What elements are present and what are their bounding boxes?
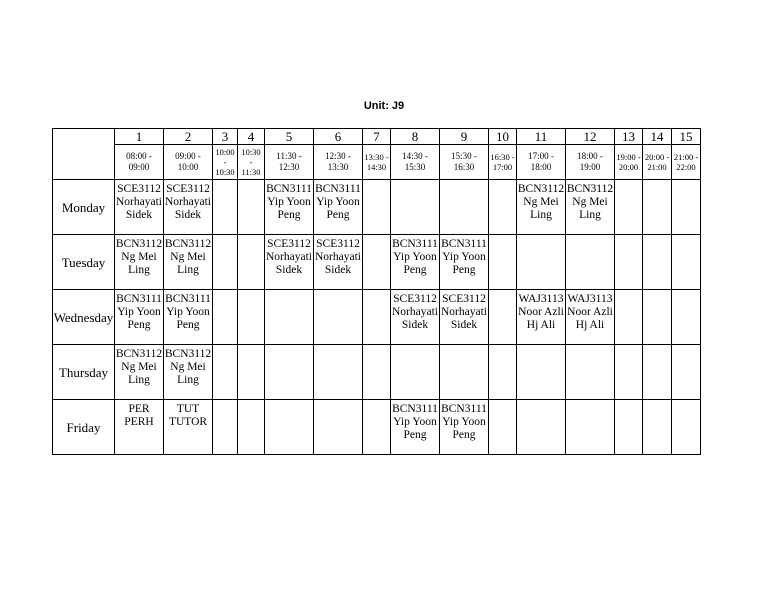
period-time: 09:00 - 10:00: [164, 145, 213, 180]
class-cell: SCE3112 Norhayati Sidek: [391, 290, 440, 345]
class-cell: [314, 400, 363, 455]
class-cell: [489, 400, 517, 455]
class-cell: [615, 400, 643, 455]
period-time-row: [53, 145, 701, 180]
class-cell: [213, 290, 238, 345]
class-cell: [643, 345, 672, 400]
class-cell: [672, 400, 701, 455]
class-cell: BCN3112 Ng Mei Ling: [517, 180, 566, 235]
class-cell: BCN3111 Yip Yoon Peng: [440, 235, 489, 290]
class-cell: [489, 345, 517, 400]
class-cell: BCN3112 Ng Mei Ling: [115, 345, 164, 400]
page-title: Unit: J9: [363, 100, 405, 112]
period-time: 15:30 - 16:30: [440, 145, 489, 180]
class-cell: [643, 235, 672, 290]
class-cell: BCN3112 Ng Mei Ling: [566, 180, 615, 235]
class-cell: [238, 235, 265, 290]
period-number: 13: [615, 129, 643, 145]
period-number: 2: [164, 129, 213, 145]
class-cell: [643, 180, 672, 235]
class-cell: [672, 290, 701, 345]
period-time: 21:00 - 22:00: [672, 145, 701, 180]
class-cell: BCN3111 Yip Yoon Peng: [391, 400, 440, 455]
class-cell: SCE3112 Norhayati Sidek: [115, 180, 164, 235]
class-cell: BCN3111 Yip Yoon Peng: [314, 180, 363, 235]
period-number: 1: [115, 129, 164, 145]
class-cell: BCN3111 Yip Yoon Peng: [164, 290, 213, 345]
period-number: 11: [517, 129, 566, 145]
day-name: Thursday: [53, 345, 115, 400]
class-cell: [440, 180, 489, 235]
day-row-wednesday: [53, 290, 701, 345]
period-time: 14:30 - 15:30: [391, 145, 440, 180]
class-cell: [615, 290, 643, 345]
period-time: 08:00 - 09:00: [115, 145, 164, 180]
period-number: 14: [643, 129, 672, 145]
class-cell: [672, 180, 701, 235]
period-number: 15: [672, 129, 701, 145]
class-cell: [391, 180, 440, 235]
period-number: 12: [566, 129, 615, 145]
class-cell: PER PERH: [115, 400, 164, 455]
period-number: 4: [238, 129, 265, 145]
class-cell: BCN3112 Ng Mei Ling: [164, 345, 213, 400]
period-time: 10:30 - 11:30: [238, 145, 265, 180]
day-row-friday: [53, 400, 701, 455]
class-cell: [615, 345, 643, 400]
class-cell: [489, 290, 517, 345]
class-cell: [363, 345, 391, 400]
class-cell: [566, 400, 615, 455]
class-cell: SCE3112 Norhayati Sidek: [265, 235, 314, 290]
class-cell: [363, 180, 391, 235]
class-cell: BCN3111 Yip Yoon Peng: [265, 180, 314, 235]
class-cell: [238, 290, 265, 345]
day-name: Friday: [53, 400, 115, 455]
period-time: 17:00 - 18:00: [517, 145, 566, 180]
class-cell: [517, 345, 566, 400]
corner-cell: [53, 129, 115, 180]
period-time: 13:30 - 14:30: [363, 145, 391, 180]
class-cell: [672, 235, 701, 290]
class-cell: BCN3111 Yip Yoon Peng: [440, 400, 489, 455]
class-cell: [238, 180, 265, 235]
class-cell: [213, 235, 238, 290]
timetable: [52, 128, 701, 455]
class-cell: WAJ3113 Noor Azli Hj Ali: [566, 290, 615, 345]
day-name: Wednesday: [53, 290, 115, 345]
class-cell: [489, 180, 517, 235]
class-cell: [391, 345, 440, 400]
class-cell: [615, 180, 643, 235]
class-cell: [213, 180, 238, 235]
class-cell: [643, 400, 672, 455]
class-cell: SCE3112 Norhayati Sidek: [314, 235, 363, 290]
period-number: 7: [363, 129, 391, 145]
period-number: 10: [489, 129, 517, 145]
period-time: 18:00 - 19:00: [566, 145, 615, 180]
period-time: 16:30 - 17:00: [489, 145, 517, 180]
class-cell: [517, 235, 566, 290]
class-cell: BCN3111 Yip Yoon Peng: [391, 235, 440, 290]
period-number: 9: [440, 129, 489, 145]
class-cell: SCE3112 Norhayati Sidek: [440, 290, 489, 345]
class-cell: [363, 235, 391, 290]
class-cell: [517, 400, 566, 455]
class-cell: [363, 400, 391, 455]
class-cell: [314, 290, 363, 345]
day-row-tuesday: [53, 235, 701, 290]
period-number: 6: [314, 129, 363, 145]
class-cell: [265, 345, 314, 400]
class-cell: [213, 400, 238, 455]
class-cell: [363, 290, 391, 345]
class-cell: [566, 345, 615, 400]
period-time: 10:00 - 10:30: [213, 145, 238, 180]
class-cell: [238, 345, 265, 400]
day-row-monday: [53, 180, 701, 235]
class-cell: [238, 400, 265, 455]
period-number: 5: [265, 129, 314, 145]
class-cell: [643, 290, 672, 345]
period-number: 8: [391, 129, 440, 145]
class-cell: SCE3112 Norhayati Sidek: [164, 180, 213, 235]
class-cell: [265, 400, 314, 455]
class-cell: BCN3111 Yip Yoon Peng: [115, 290, 164, 345]
class-cell: [672, 345, 701, 400]
day-name: Tuesday: [53, 235, 115, 290]
period-number: 3: [213, 129, 238, 145]
class-cell: [265, 290, 314, 345]
class-cell: WAJ3113 Noor Azli Hj Ali: [517, 290, 566, 345]
day-name: Monday: [53, 180, 115, 235]
class-cell: [566, 235, 615, 290]
period-time: 19:00 - 20:00: [615, 145, 643, 180]
class-cell: [489, 235, 517, 290]
class-cell: TUT TUTOR: [164, 400, 213, 455]
period-time: 20:00 - 21:00: [643, 145, 672, 180]
class-cell: [440, 345, 489, 400]
period-number-row: [53, 129, 701, 145]
class-cell: [213, 345, 238, 400]
day-row-thursday: [53, 345, 701, 400]
class-cell: BCN3112 Ng Mei Ling: [115, 235, 164, 290]
class-cell: [314, 345, 363, 400]
class-cell: [615, 235, 643, 290]
period-time: 12:30 - 13:30: [314, 145, 363, 180]
class-cell: BCN3112 Ng Mei Ling: [164, 235, 213, 290]
period-time: 11:30 - 12:30: [265, 145, 314, 180]
